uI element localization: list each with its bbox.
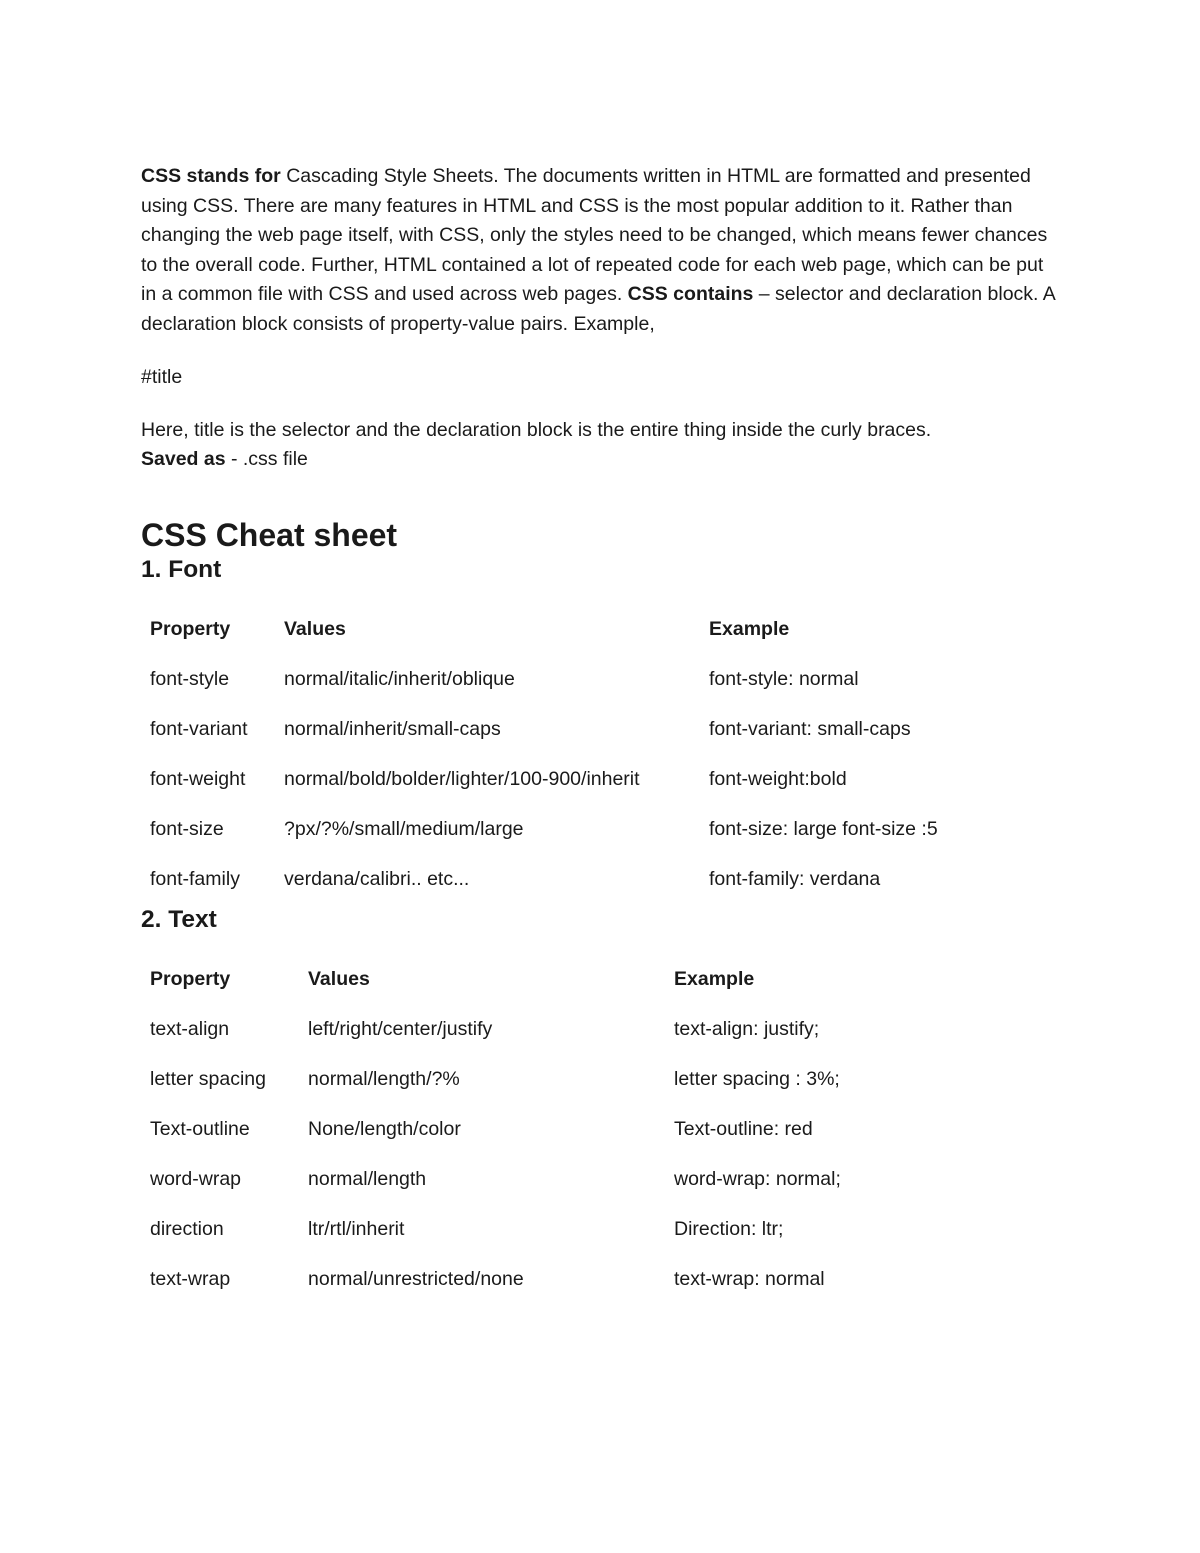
example-cell: Text-outline: red bbox=[674, 1118, 813, 1140]
example-cell: letter spacing : 3%; bbox=[674, 1068, 840, 1090]
property-cell: text-wrap bbox=[150, 1268, 231, 1290]
table-row bbox=[144, 1005, 847, 1055]
property-cell: font-variant bbox=[150, 718, 248, 740]
example-cell: font-variant: small-caps bbox=[709, 718, 911, 740]
example-cell: word-wrap: normal; bbox=[674, 1168, 841, 1190]
table-row bbox=[144, 1255, 847, 1305]
values-cell: normal/bold/bolder/lighter/100-900/inherit bbox=[284, 768, 640, 790]
column-header-property: Property bbox=[150, 618, 231, 640]
property-cell: Text-outline bbox=[150, 1118, 250, 1140]
values-cell: normal/italic/inherit/oblique bbox=[284, 668, 515, 690]
table-row bbox=[144, 855, 944, 905]
column-header-values: Values bbox=[308, 968, 370, 990]
table-row bbox=[144, 1055, 847, 1105]
table-header-row bbox=[144, 605, 944, 655]
values-cell: verdana/calibri.. etc... bbox=[284, 868, 470, 890]
property-cell: text-align bbox=[150, 1018, 230, 1040]
intro-text-2: – selector and declaration block. A declaration block consists of property-value pairs. Example, bbox=[141, 283, 1055, 335]
property-cell: font-family bbox=[150, 868, 240, 890]
text-section-heading: 2. Text bbox=[141, 905, 217, 933]
column-header-values: Values bbox=[284, 618, 346, 640]
values-cell: ltr/rtl/inherit bbox=[308, 1218, 405, 1240]
table-row bbox=[144, 1205, 847, 1255]
column-header-example: Example bbox=[709, 618, 790, 640]
table-row bbox=[144, 805, 944, 855]
table-row bbox=[144, 755, 944, 805]
text-table bbox=[144, 955, 847, 1305]
selector-example: #title bbox=[141, 366, 183, 388]
saved-as-value: - .css file bbox=[225, 448, 308, 470]
table-row bbox=[144, 705, 944, 755]
property-cell: letter spacing bbox=[150, 1068, 266, 1090]
intro-text: Cascading Style Sheets. The documents written in HTML are formatted and presented using CSS. There are many features in HTML and CSS is the most popular addition to it. Rather than changing the web page itself, with CSS, only the styles need to be changed, which means fewer chances to the overall code. Further, HTML contained a lot of repeated code for each web page, which can be put in a common file with CSS and used across web pages. bbox=[141, 165, 1048, 305]
values-cell: ?px/?%/small/medium/large bbox=[284, 818, 524, 840]
document-page bbox=[141, 162, 1061, 1305]
values-cell: normal/inherit/small-caps bbox=[284, 718, 501, 740]
page-title: CSS Cheat sheet bbox=[141, 516, 398, 553]
example-cell: text-align: justify; bbox=[674, 1018, 820, 1040]
example-cell: Direction: ltr; bbox=[674, 1218, 784, 1240]
values-cell: left/right/center/justify bbox=[308, 1018, 493, 1040]
intro-bold-contains: CSS contains bbox=[627, 283, 754, 305]
font-section-heading: 1. Font bbox=[141, 555, 222, 583]
explanation-line: Here, title is the selector and the declaration block is the entire thing inside the curly braces. bbox=[141, 418, 932, 441]
values-cell: normal/unrestricted/none bbox=[308, 1268, 524, 1290]
saved-as-line bbox=[141, 445, 1061, 475]
property-cell: direction bbox=[150, 1218, 224, 1240]
column-header-property: Property bbox=[150, 968, 231, 990]
intro-paragraph bbox=[141, 162, 1061, 339]
values-cell: normal/length bbox=[308, 1168, 427, 1190]
property-cell: font-size bbox=[150, 818, 224, 840]
property-cell: word-wrap bbox=[150, 1168, 242, 1190]
example-cell: font-size: large font-size :5 bbox=[709, 818, 938, 840]
example-cell: font-family: verdana bbox=[709, 868, 881, 890]
example-cell: font-style: normal bbox=[709, 668, 859, 690]
intro-bold-lead: CSS stands for bbox=[141, 165, 281, 187]
values-cell: normal/length/?% bbox=[308, 1068, 460, 1090]
values-cell: None/length/color bbox=[308, 1118, 461, 1140]
property-cell: font-weight bbox=[150, 768, 246, 790]
saved-as-label: Saved as bbox=[141, 448, 226, 470]
property-cell: font-style bbox=[150, 668, 230, 690]
example-cell: font-weight:bold bbox=[709, 768, 847, 790]
table-row bbox=[144, 655, 944, 705]
table-row bbox=[144, 1105, 847, 1155]
column-header-example: Example bbox=[674, 968, 755, 990]
table-row bbox=[144, 1155, 847, 1205]
table-header-row bbox=[144, 955, 847, 1005]
example-cell: text-wrap: normal bbox=[674, 1268, 825, 1290]
font-table bbox=[144, 605, 944, 905]
